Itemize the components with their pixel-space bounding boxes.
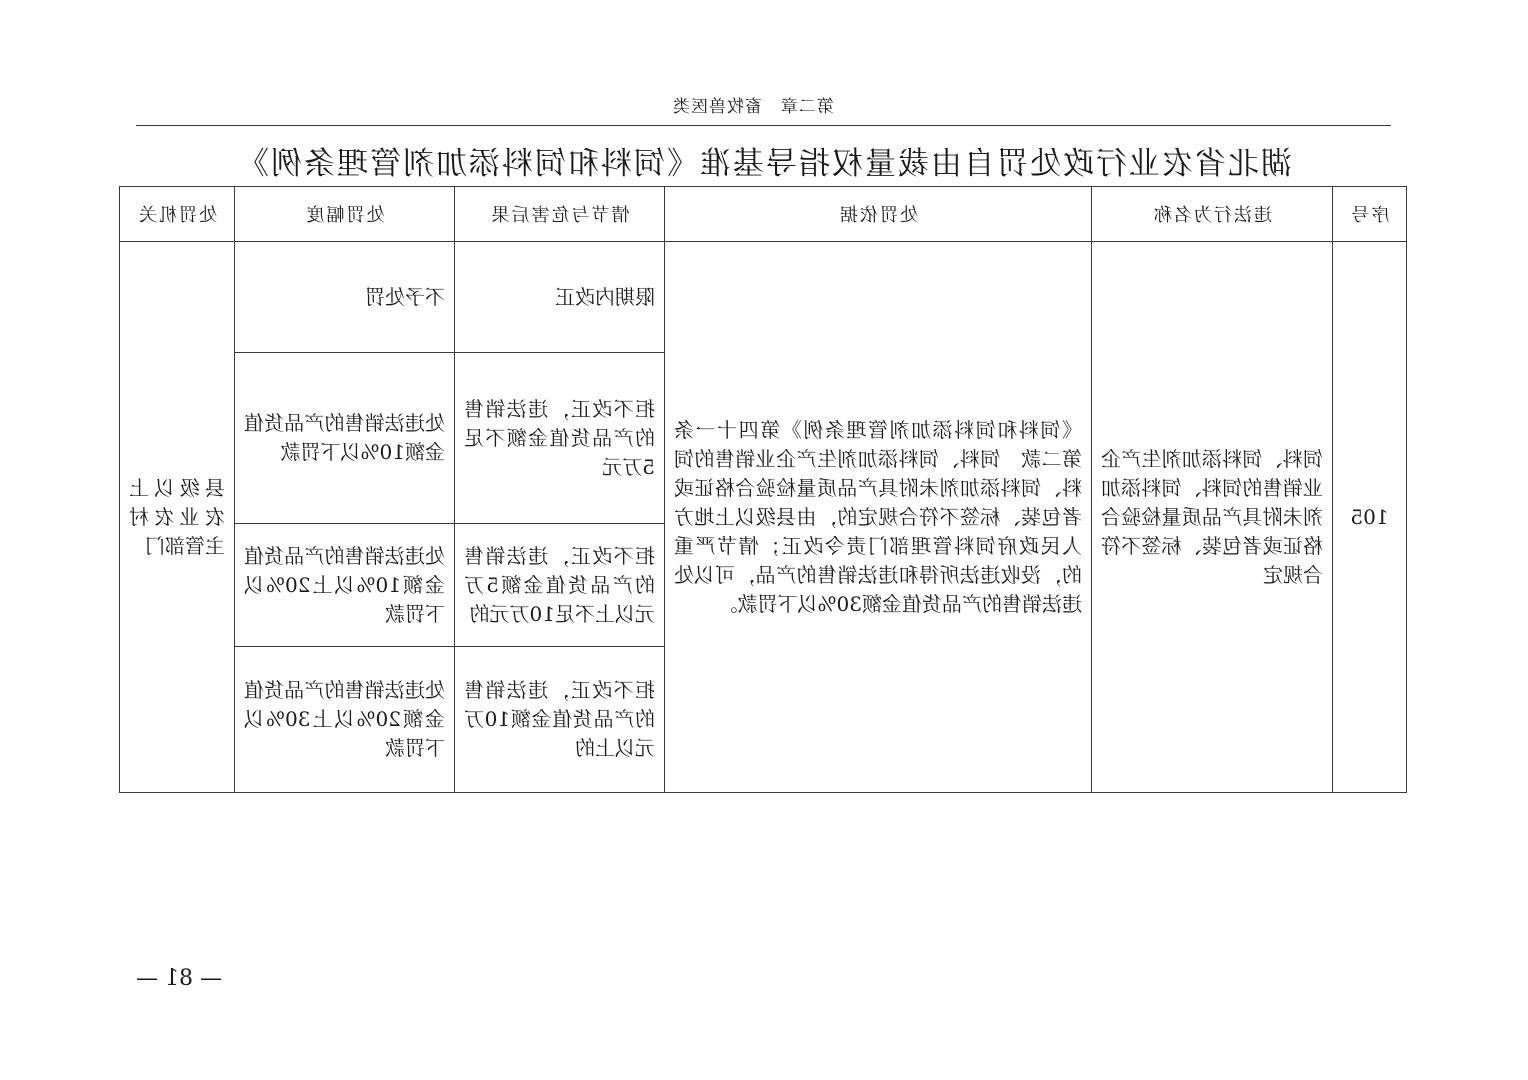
circumstance-cell (455, 647, 665, 793)
range-cell (235, 353, 455, 524)
header-rule (136, 125, 1391, 126)
authority-text: 县级以上农业农村主管部门 (129, 475, 225, 558)
authority-cell (120, 242, 235, 793)
circumstance-cell (455, 524, 665, 647)
seq-cell: 105 (1333, 242, 1407, 793)
range-text: 处违法销售的产品货值金额10%以上20%以下罚款 (244, 543, 445, 626)
column-header-circumstance: 情节与危害后果 (455, 187, 665, 242)
circumstance-text: 拒不改正，违法销售的产品货值金额不足5万元 (464, 396, 655, 479)
table-header-row (120, 187, 1407, 242)
column-header-basis: 处罚依据 (665, 187, 1092, 242)
column-header-violation: 违法行为名称 (1092, 187, 1333, 242)
page-number: — 81 — (136, 966, 222, 991)
page-title: 湖北省农业行政处罚自由裁量权指导基准《饲料和饲料添加剂管理条例》 (236, 146, 1292, 182)
table-row (120, 242, 1407, 353)
circumstance-text: 拒不改正，违法销售的产品货值金额5万元以上不足10万元的 (464, 543, 655, 626)
circumstance-text: 拒不改正，违法销售的产品货值金额10万元以上的 (464, 678, 655, 760)
range-cell (235, 524, 455, 647)
column-header-authority: 处罚机关 (120, 187, 235, 242)
violation-cell (1092, 242, 1333, 793)
basis-cell (654, 242, 1092, 793)
running-header: 第二章 畜牧兽医类 (672, 97, 834, 117)
violation-text: 饲料、饲料添加剂生产企业销售的饲料、饲料添加剂未附具产品质量检验合格证或者包装、标签不符合规定 (1101, 446, 1323, 587)
range-cell (235, 647, 455, 793)
circumstance-text: 限期内改正 (555, 284, 655, 309)
range-text: 不予处罚 (365, 284, 445, 309)
range-text: 处违法销售的产品货值金额20%以上30%以下罚款 (244, 678, 445, 760)
circumstance-cell (455, 242, 665, 353)
circumstance-cell (455, 353, 665, 524)
range-cell (235, 242, 455, 353)
range-text: 处违法销售的产品货值金额10%以下罚款 (244, 411, 445, 464)
column-header-range: 处罚幅度 (235, 187, 455, 242)
basis-text: 《饲料和饲料添加剂管理条例》第四十一条 第二款 饲料、饲料添加剂生产企业销售的饲料、饲料添加剂未附具产品质量检验合格证或者包装、标签不符合规定的，由县级以上地方人民政府饲料管理部门责令改正；情节严重的，没收违法所得和违法销售的产品，可以处违法销售的产品货值金额30%以下罚款。 (654, 417, 1082, 616)
penalty-table (119, 186, 1407, 793)
column-header-seq: 序号 (1333, 187, 1407, 242)
